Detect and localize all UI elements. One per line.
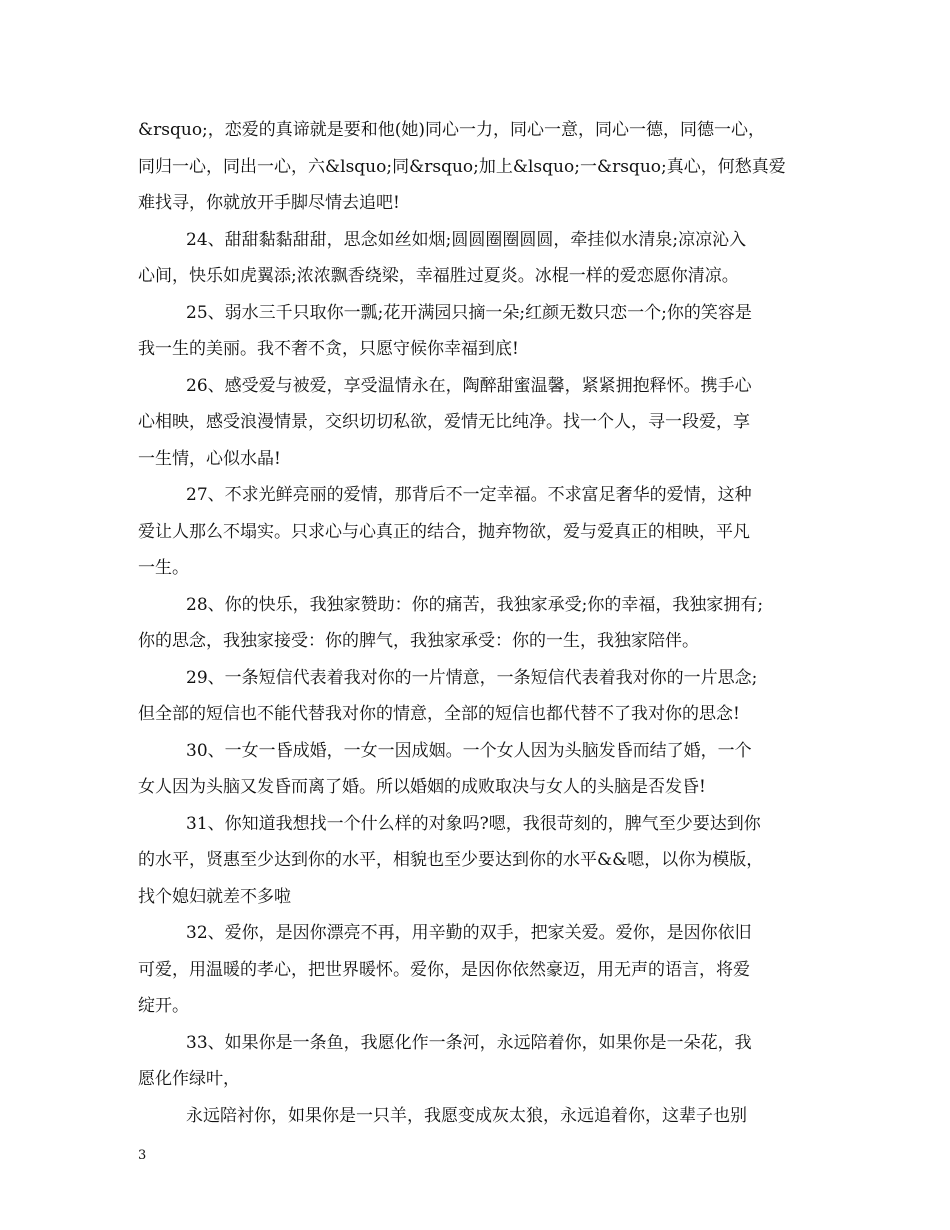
text-line: 绽开。 [138,996,189,1016]
text-line: 可爱，用温暖的孝心，把世界暖怀。爱你，是因你依然豪迈，用无声的语言，将爱 [138,960,750,980]
text-line: 我一生的美丽。我不奢不贪，只愿守候你幸福到底! [138,339,519,359]
text-line: 25、弱水三千只取你一瓢;花开满园只摘一朵;红颜无数只恋一个;你的笑容是 [186,303,752,323]
text-line: 31、你知道我想找一个什么样的对象吗?嗯，我很苛刻的，脾气至少要达到你 [186,814,761,834]
text-line: 的水平，贤惠至少达到你的水平，相貌也至少要达到你的水平&&嗯，以你为模版， [138,850,764,870]
text-line: 你的思念，我独家接受：你的脾气，我独家承受：你的一生，我独家陪伴。 [138,631,699,651]
text-line: 永远陪衬你，如果你是一只羊，我愿变成灰太狼，永远追着你，这辈子也别 [186,1106,747,1126]
text-line: 愿化作绿叶， [138,1069,240,1089]
text-line: 一生。 [138,558,189,578]
text-line: 同归一心，同出一心，六&lsquo;同&rsquo;加上&lsquo;一&rsquo;真心，何愁真爱 [138,157,786,177]
text-line: 难找寻，你就放开手脚尽情去追吧! [138,193,400,213]
text-line: 心相映，感受浪漫情景，交织切切私欲，爱情无比纯净。找一个人，寻一段爱，享 [138,412,750,432]
text-line: &rsquo;，恋爱的真谛就是要和他(她)同心一力，同心一意，同心一德，同德一心， [138,120,766,140]
text-line: 26、感受爱与被爱，享受温情永在，陶醉甜蜜温馨，紧紧拥抱释怀。携手心 [186,376,752,396]
text-line: 27、不求光鲜亮丽的爱情，那背后不一定幸福。不求富足奢华的爱情，这种 [186,485,752,505]
text-line: 找个媳妇就差不多啦 [138,887,291,907]
text-line: 爱让人那么不塌实。只求心与心真正的结合，抛弃物欲，爱与爱真正的相映，平凡 [138,522,750,542]
text-line: 32、爱你，是因你漂亮不再，用辛勤的双手，把家关爱。爱你，是因你依旧 [186,923,752,943]
text-line: 24、甜甜黏黏甜甜，思念如丝如烟;圆圆圈圈圆圆，牵挂似水清泉;凉凉沁入 [186,230,747,250]
page-number: 3 [138,1148,147,1163]
text-line: 30、一女一昏成婚，一女一因成姻。一个女人因为头脑发昏而结了婚，一个 [186,741,752,761]
text-line: 28、你的快乐，我独家赞助：你的痛苦，我独家承受;你的幸福，我独家拥有; [186,595,764,615]
text-line: 心间，快乐如虎翼添;浓浓飘香绕梁，幸福胜过夏炎。冰棍一样的爱恋愿你清凉。 [138,266,739,286]
text-line: 但全部的短信也不能代替我对你的情意，全部的短信也都代替不了我对你的思念! [138,704,740,724]
text-line: 33、如果你是一条鱼，我愿化作一条河，永远陪着你，如果你是一朵花，我 [186,1033,752,1053]
text-line: 29、一条短信代表着我对你的一片情意，一条短信代表着我对你的一片思念; [186,668,758,688]
text-line: 一生情，心似水晶! [138,449,281,469]
text-line: 女人因为头脑又发昏而离了婚。所以婚姻的成败取决与女人的头脑是否发昏! [138,777,706,797]
